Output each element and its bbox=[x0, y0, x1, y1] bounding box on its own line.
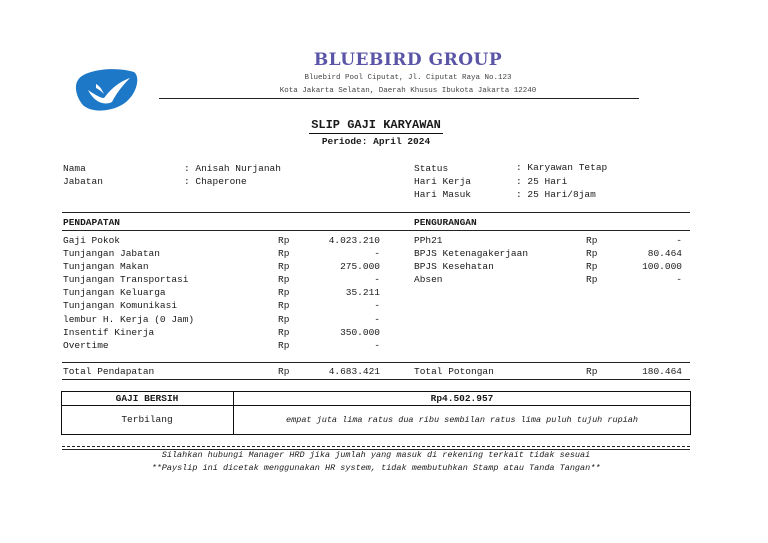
income-header: PENDAPATAN bbox=[63, 217, 121, 228]
deduction-header: PENGURANGAN bbox=[414, 217, 477, 228]
workdays-label: Hari Kerja bbox=[414, 176, 472, 187]
income-item-label: lembur H. Kerja (0 Jam) bbox=[63, 314, 195, 325]
footer-note-1: Silahkan hubungi Manager HRD jika jumlah yang masuk di rekening terkait tidak sesuai bbox=[161, 450, 591, 460]
income-total-amount: 4.683.421 bbox=[328, 366, 380, 377]
income-item-label: Insentif Kinerja bbox=[63, 327, 155, 338]
income-item-amount: - bbox=[374, 274, 380, 285]
deduction-item-amount: - bbox=[676, 274, 682, 285]
footer-note-2: **Payslip ini dicetak menggunakan HR system, tidak membutuhkan Stamp atau Tanda Tangan** bbox=[151, 463, 601, 473]
income-item-currency: Rp bbox=[278, 248, 290, 259]
deduction-item-amount: 100.000 bbox=[642, 261, 682, 272]
deduction-item-label: Absen bbox=[414, 274, 443, 285]
amount-in-words: empat juta lima ratus dua ribu sembilan ratus lima puluh tujuh rupiah bbox=[286, 415, 638, 425]
income-item-label: Gaji Pokok bbox=[63, 235, 121, 246]
income-item-label: Overtime bbox=[63, 340, 109, 351]
income-item-label: Tunjangan Keluarga bbox=[63, 287, 166, 298]
company-address-line1: Bluebird Pool Ciputat, Jl. Ciputat Raya No.123 bbox=[304, 74, 512, 82]
income-item-label: Tunjangan Komunikasi bbox=[63, 300, 178, 311]
income-item-currency: Rp bbox=[278, 300, 290, 311]
deduction-item-amount: - bbox=[676, 235, 682, 246]
net-pay-amount: Rp4.502.957 bbox=[430, 393, 494, 404]
income-item-label: Tunjangan Transportasi bbox=[63, 274, 189, 285]
income-item-currency: Rp bbox=[278, 340, 290, 351]
position-label: Jabatan bbox=[63, 176, 103, 187]
company-name: BLUEBIRD GROUP bbox=[313, 50, 503, 70]
net-pay-row-divider bbox=[61, 405, 691, 406]
name-label: Nama bbox=[63, 163, 86, 174]
position-value: : Chaperone bbox=[184, 176, 247, 187]
income-total-currency: Rp bbox=[278, 366, 290, 377]
income-item-currency: Rp bbox=[278, 327, 290, 338]
deduction-item-label: PPh21 bbox=[414, 235, 443, 246]
attendance-label: Hari Masuk bbox=[414, 189, 472, 200]
name-value: : Anisah Nurjanah bbox=[184, 163, 281, 174]
totals-bottom-divider bbox=[62, 379, 690, 380]
income-total-label: Total Pendapatan bbox=[63, 366, 155, 377]
income-item-amount: - bbox=[374, 248, 380, 259]
deduction-item-label: BPJS Ketenagakerjaan bbox=[414, 248, 529, 259]
section-header-divider bbox=[62, 230, 690, 231]
income-item-label: Tunjangan Jabatan bbox=[63, 248, 160, 259]
deduction-total-amount: 180.464 bbox=[642, 366, 682, 377]
slip-period: Periode: April 2024 bbox=[321, 136, 431, 147]
income-item-amount: - bbox=[374, 340, 380, 351]
deduction-item-label: BPJS Kesehatan bbox=[414, 261, 494, 272]
deduction-total-label: Total Potongan bbox=[414, 366, 494, 377]
income-item-amount: 35.211 bbox=[345, 287, 380, 298]
income-item-amount: 350.000 bbox=[340, 327, 380, 338]
deduction-item-currency: Rp bbox=[586, 235, 598, 246]
income-item-currency: Rp bbox=[278, 235, 290, 246]
amount-in-words-label: Terbilang bbox=[121, 414, 173, 425]
slip-title: SLIP GAJI KARYAWAN bbox=[311, 118, 441, 132]
section-top-divider bbox=[62, 212, 690, 213]
income-item-currency: Rp bbox=[278, 314, 290, 325]
income-item-amount: 4.023.210 bbox=[328, 235, 380, 246]
income-item-currency: Rp bbox=[278, 261, 290, 272]
deduction-total-currency: Rp bbox=[586, 366, 598, 377]
income-item-label: Tunjangan Makan bbox=[63, 261, 149, 272]
totals-top-divider bbox=[62, 362, 690, 363]
company-address-line2: Kota Jakarta Selatan, Daerah Khusus Ibukota Jakarta 12240 bbox=[279, 87, 537, 95]
deduction-item-currency: Rp bbox=[586, 261, 598, 272]
income-item-amount: - bbox=[374, 314, 380, 325]
income-item-currency: Rp bbox=[278, 287, 290, 298]
deduction-item-amount: 80.464 bbox=[647, 248, 682, 259]
income-item-currency: Rp bbox=[278, 274, 290, 285]
header-divider bbox=[159, 98, 639, 99]
workdays-value: : 25 Hari bbox=[516, 176, 568, 187]
status-label: Status bbox=[414, 163, 449, 174]
footer-divider-dashed bbox=[62, 446, 690, 447]
status-value: : Karyawan Tetap bbox=[516, 162, 608, 173]
deduction-item-currency: Rp bbox=[586, 274, 598, 285]
deduction-item-currency: Rp bbox=[586, 248, 598, 259]
net-pay-label: GAJI BERSIH bbox=[115, 393, 179, 404]
attendance-value: : 25 Hari/8jam bbox=[516, 189, 596, 200]
income-item-amount: - bbox=[374, 300, 380, 311]
income-item-amount: 275.000 bbox=[340, 261, 380, 272]
